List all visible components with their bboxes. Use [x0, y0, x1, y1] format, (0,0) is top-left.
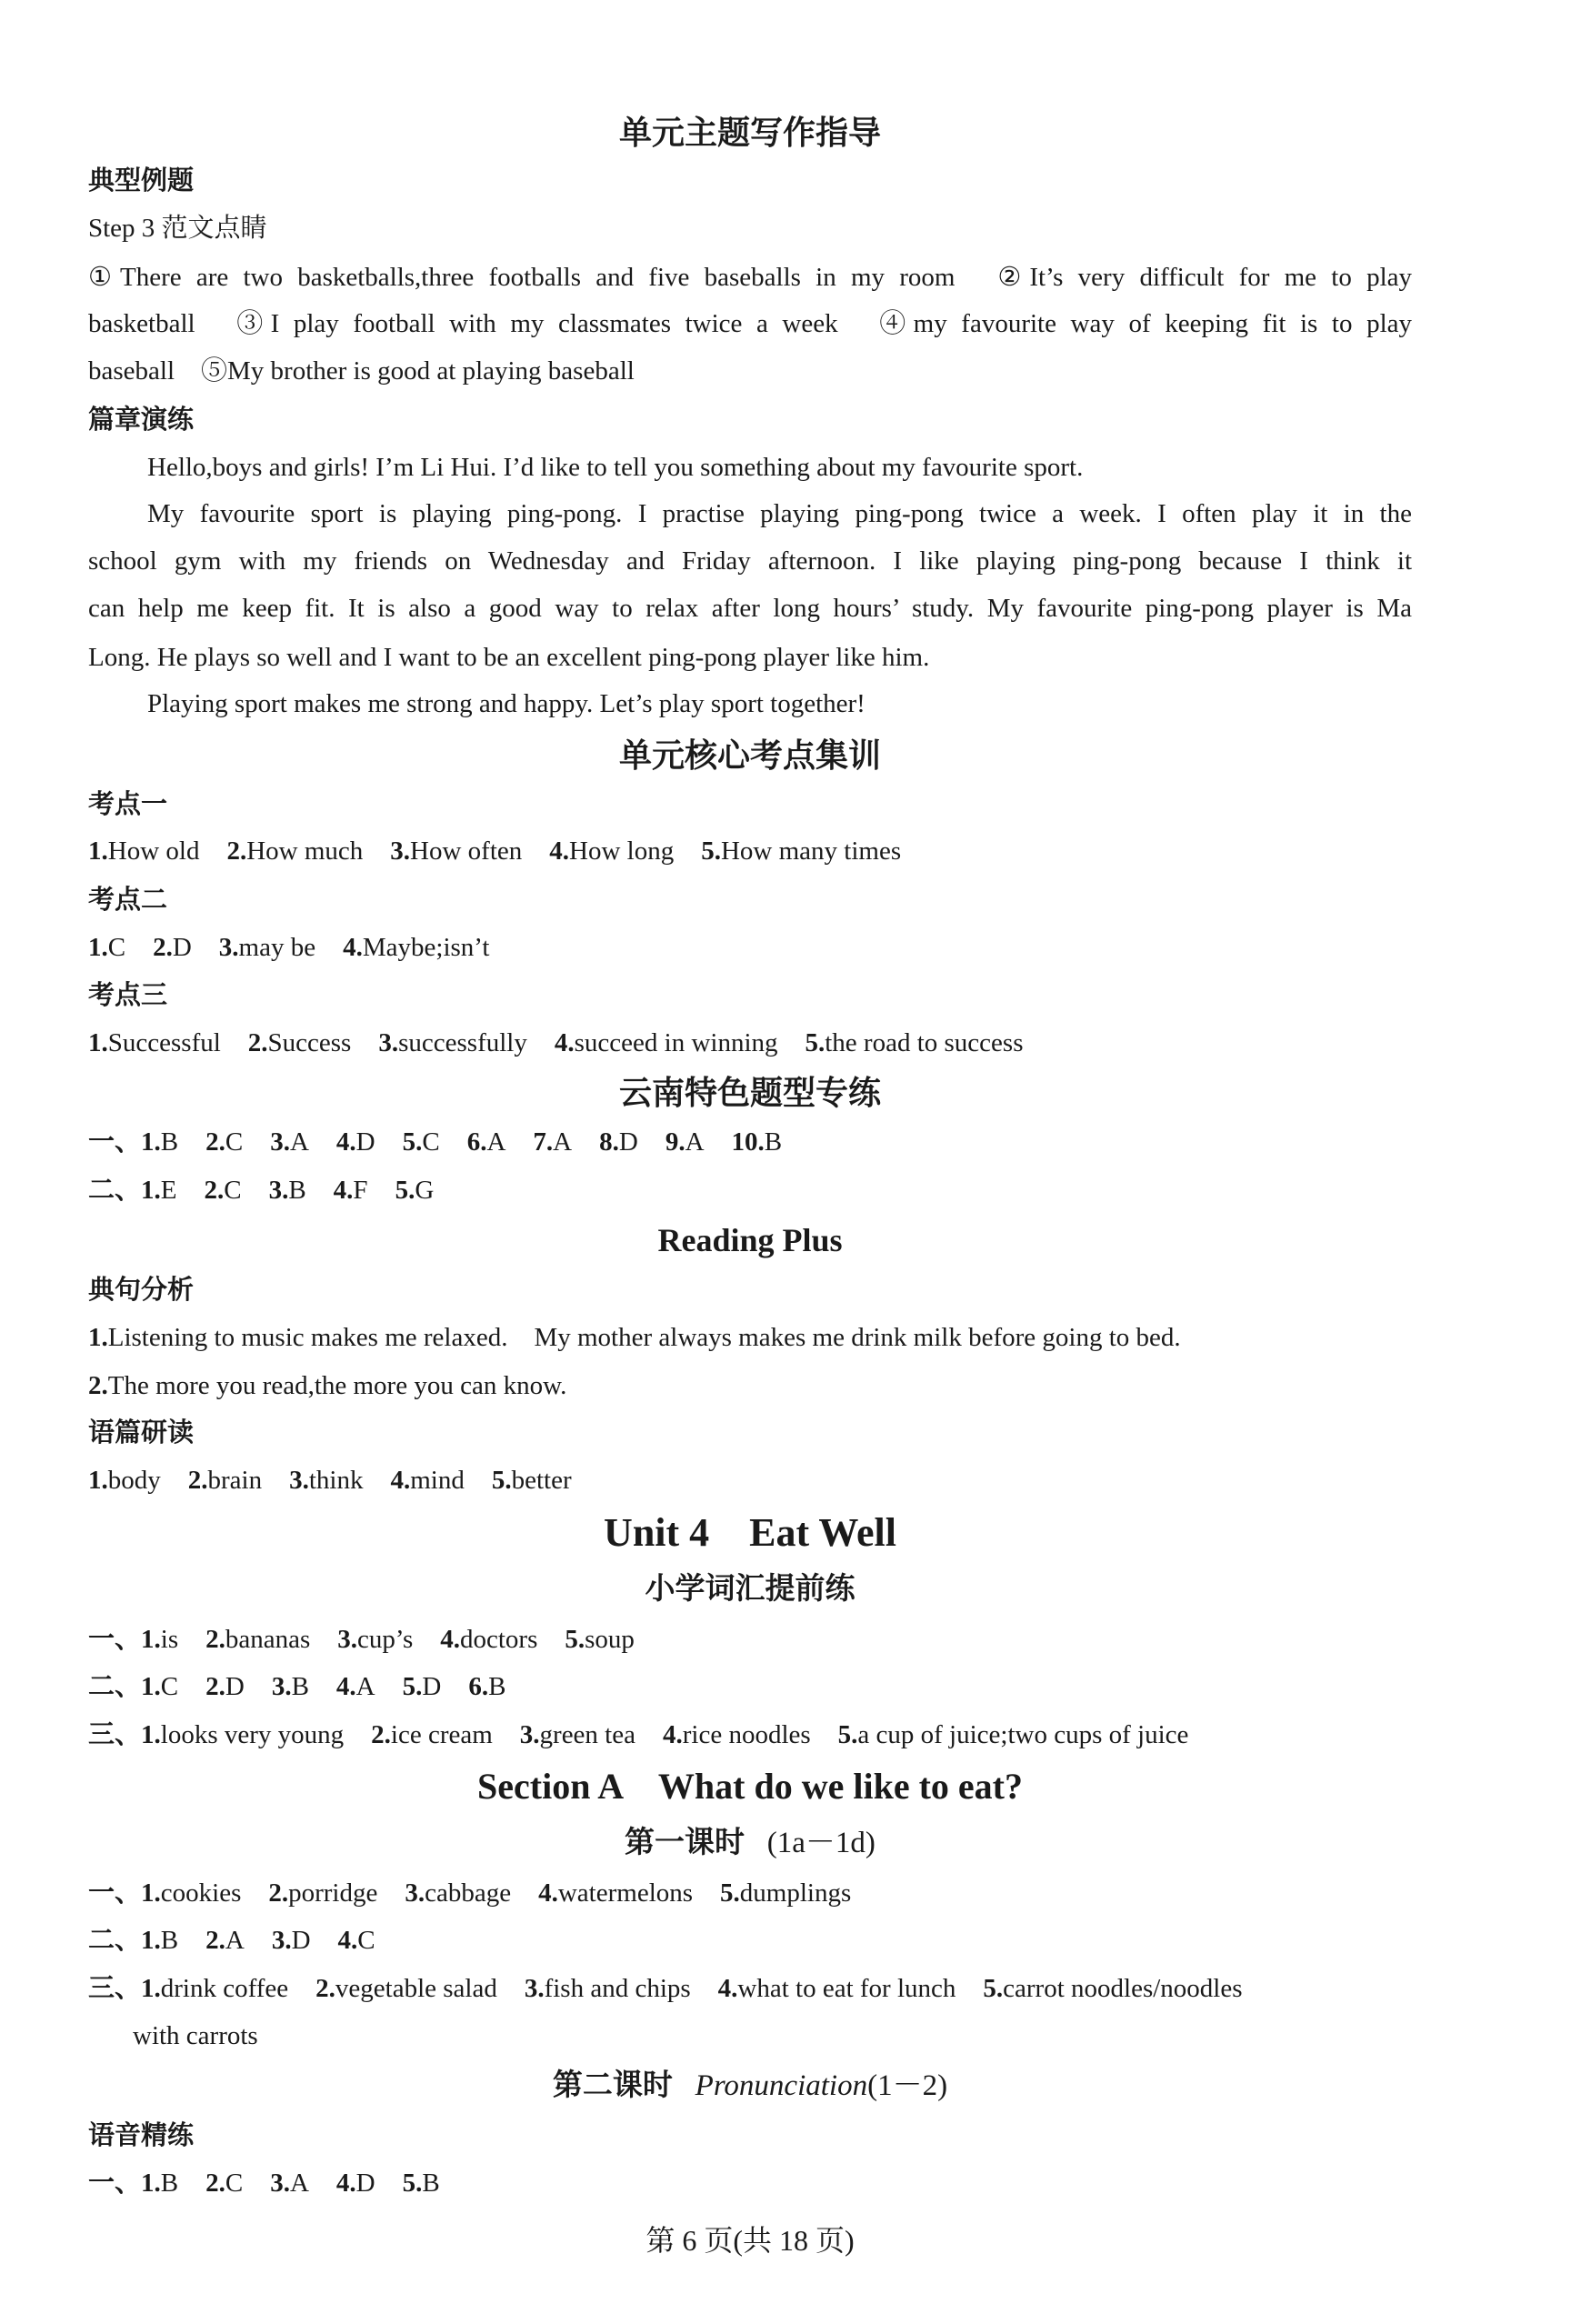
- answer-number: 3.: [289, 1466, 309, 1495]
- answer-number: 2.: [187, 1466, 208, 1495]
- answer-item: [338, 1926, 375, 1955]
- answer-item: [983, 1974, 1242, 2003]
- answer-text: drink coffee: [160, 1974, 289, 2003]
- answer-row: [88, 1366, 1412, 1406]
- answer-text: D: [618, 1127, 638, 1157]
- answer-text: cabbage: [425, 1878, 512, 1908]
- answer-text: B: [764, 1127, 783, 1157]
- answer-number: 2.: [205, 1127, 225, 1157]
- answer-text: porridge: [288, 1878, 378, 1908]
- answer-item: [141, 1176, 176, 1205]
- answer-item: [188, 1466, 262, 1495]
- answer-text: better: [511, 1466, 572, 1495]
- answer-number: 3.: [524, 1974, 545, 2003]
- answer-item: [141, 1127, 178, 1157]
- answer-number: 5.: [402, 2169, 423, 2198]
- answer-number: 2.: [88, 1371, 108, 1400]
- answer-text: watermelons: [557, 1878, 694, 1908]
- answer-item: [334, 1176, 368, 1205]
- answer-item: [153, 933, 192, 962]
- answer-item: [88, 933, 125, 962]
- lesson1-range: (1a－1d): [766, 1827, 876, 1859]
- answer-number: 1.: [88, 1028, 108, 1057]
- question-group-prefix: 一、: [88, 1127, 142, 1157]
- answer-number: 1.: [88, 933, 108, 962]
- answer-text: looks very young: [160, 1720, 345, 1749]
- answer-number: 5.: [565, 1625, 585, 1654]
- answer-row: [88, 1317, 1412, 1357]
- answer-text: D: [172, 933, 192, 962]
- answer-number: 4.: [662, 1720, 683, 1749]
- answer-item: [205, 1926, 245, 1955]
- answer-item: [520, 1720, 635, 1749]
- answer-text: brain: [207, 1466, 263, 1495]
- answer-row: [88, 2163, 1412, 2203]
- point-label: 考点二: [88, 886, 168, 915]
- answer-text: A: [289, 1127, 309, 1157]
- question-group-prefix: 一、: [88, 1625, 142, 1654]
- answer-number: 4.: [717, 1974, 738, 2003]
- answer-item: [88, 1028, 221, 1057]
- answer-text: B: [160, 1127, 179, 1157]
- answer-number: 2.: [153, 933, 173, 962]
- answer-text: B: [160, 2169, 179, 2198]
- answer-number: 3.: [271, 1672, 292, 1701]
- answer-item: [701, 836, 901, 866]
- answer-number: 5.: [805, 1028, 826, 1057]
- answer-number: 5.: [491, 1466, 512, 1495]
- answer-row: [88, 831, 1412, 871]
- answer-text: The more you read,the more you can know.: [107, 1371, 567, 1400]
- point-label: 考点一: [88, 790, 168, 819]
- answer-text: may be: [238, 933, 316, 962]
- answer-text: A: [289, 2169, 309, 2198]
- model-line: basketball ③I play football with my classmates twice a week ④my favourite way of keeping fit is to play: [88, 309, 1412, 338]
- step-label: Step 3 范文点睛: [88, 214, 267, 243]
- answer-text: doctors: [459, 1625, 538, 1654]
- essay-line: Long. He plays so well and I want to be an excellent ping-pong player like him.: [88, 643, 930, 672]
- answer-text: C: [422, 1127, 440, 1157]
- answer-number: 1.: [88, 1323, 108, 1352]
- answer-text: A: [685, 1127, 705, 1157]
- answer-text: body: [107, 1466, 161, 1495]
- answer-text: D: [422, 1672, 442, 1701]
- answer-text: C: [224, 1176, 242, 1205]
- answer-item: [663, 1720, 811, 1749]
- answer-item: [336, 1672, 375, 1701]
- answer-text: vegetable salad: [335, 1974, 497, 2003]
- answer-number: 5.: [837, 1720, 858, 1749]
- answer-item: [141, 1974, 288, 2003]
- answer-number: 4.: [335, 1127, 356, 1157]
- answer-number: 3.: [218, 933, 239, 962]
- answer-text: fish and chips: [544, 1974, 691, 2003]
- answer-item: [555, 1028, 778, 1057]
- essay-line: can help me keep fit. It is also a good way to relax after long hours’ study. My favourite ping-pong player is Ma: [88, 594, 1412, 623]
- answer-number: 2.: [205, 1926, 225, 1955]
- answer-item: [336, 2169, 375, 2198]
- answer-number: 5.: [720, 1878, 740, 1908]
- answer-number: 3.: [268, 1176, 289, 1205]
- answer-item: [440, 1625, 537, 1654]
- answer-item: [141, 1672, 178, 1701]
- answer-text: D: [355, 1127, 375, 1157]
- section-title-writing: 单元主题写作指导: [618, 115, 881, 151]
- answer-number: 1.: [141, 1720, 161, 1749]
- answer-text: A: [355, 1672, 375, 1701]
- answer-row: [88, 1023, 1412, 1063]
- answer-number: 1.: [88, 836, 108, 866]
- lesson2-topic: Pronunciation: [695, 2069, 868, 2102]
- answer-number: 1.: [141, 1127, 161, 1157]
- answer-number: 10.: [731, 1127, 765, 1157]
- answer-row: [88, 927, 1412, 967]
- answer-item: [403, 1127, 440, 1157]
- answer-item: [343, 933, 489, 962]
- answer-item: [289, 1466, 363, 1495]
- answer-text: rice noodles: [682, 1720, 811, 1749]
- answer-text: How much: [246, 836, 364, 866]
- answer-item: [533, 1127, 572, 1157]
- answer-text: ice cream: [390, 1720, 493, 1749]
- answer-text: Successful: [107, 1028, 221, 1057]
- answer-item: [205, 1672, 245, 1701]
- answer-item: [403, 2169, 440, 2198]
- answer-number: 3.: [405, 1878, 425, 1908]
- model-line: baseball ⑤My brother is good at playing baseball: [88, 356, 635, 386]
- answer-text: B: [291, 1672, 309, 1701]
- answer-text: Success: [267, 1028, 352, 1057]
- answer-number: 2.: [315, 1974, 335, 2003]
- answer-number: 2.: [268, 1878, 289, 1908]
- answer-number: 4.: [335, 2169, 356, 2198]
- answer-text: D: [355, 2169, 375, 2198]
- answer-number: 5.: [402, 1672, 423, 1701]
- answer-item: [141, 1720, 344, 1749]
- answer-number: 2.: [205, 1625, 225, 1654]
- answer-text: mind: [410, 1466, 465, 1495]
- answer-text: cup’s: [357, 1625, 414, 1654]
- answer-number: 1.: [88, 1466, 108, 1495]
- answer-number: 3.: [337, 1625, 358, 1654]
- answer-text: D: [291, 1926, 311, 1955]
- answer-item: [395, 1176, 435, 1205]
- answer-text: How long: [569, 836, 675, 866]
- answer-item: [226, 836, 363, 866]
- section-title-yunnan: 云南特色题型专练: [618, 1075, 881, 1111]
- answer-text: How old: [107, 836, 200, 866]
- answer-text: Listening to music makes me relaxed. My mother always makes me drink milk before going to bed.: [107, 1323, 1181, 1352]
- answer-number: 5.: [402, 1127, 423, 1157]
- answer-number: 4.: [343, 933, 363, 962]
- answer-item: [403, 1672, 442, 1701]
- answer-text: C: [225, 1127, 244, 1157]
- answer-item: [732, 1127, 783, 1157]
- lesson1-title: [0, 1821, 1500, 1865]
- question-group-prefix: 二、: [88, 1672, 142, 1701]
- answer-row: [88, 1873, 1412, 1913]
- answer-number: 1.: [141, 1974, 161, 2003]
- answer-number: 3.: [271, 1926, 292, 1955]
- answer-number: 6.: [468, 1672, 489, 1701]
- answer-item: [88, 836, 199, 866]
- answer-item: [268, 1878, 377, 1908]
- answer-number: 4.: [337, 1926, 358, 1955]
- answer-text: carrot noodles/noodles: [1003, 1974, 1243, 2003]
- question-group-prefix: 一、: [88, 1878, 142, 1908]
- answer-item: [141, 1926, 178, 1955]
- answer-item: [405, 1878, 511, 1908]
- answer-number: 1.: [141, 2169, 161, 2198]
- answer-number: 8.: [599, 1127, 619, 1157]
- answer-text: is: [160, 1625, 179, 1654]
- answer-text: bananas: [225, 1625, 311, 1654]
- question-group-prefix: 三、: [88, 1974, 142, 2003]
- answer-number: 1.: [141, 1672, 161, 1701]
- answer-number: 4.: [440, 1625, 460, 1654]
- answer-item: [336, 1127, 375, 1157]
- answer-item: [337, 1625, 413, 1654]
- answer-item: [468, 1672, 505, 1701]
- answer-item: [838, 1720, 1189, 1749]
- subheading-text: 语篇研读: [88, 1418, 195, 1447]
- answer-text: How many times: [720, 836, 902, 866]
- question-group-prefix: 三、: [88, 1720, 142, 1749]
- answer-text: E: [160, 1176, 177, 1205]
- answer-item: [806, 1028, 1024, 1057]
- answer-number: 7.: [533, 1127, 554, 1157]
- answer-item: [205, 1127, 243, 1157]
- subheading-sentence: 典句分析: [88, 1276, 195, 1305]
- answer-text: the road to success: [825, 1028, 1024, 1057]
- subheading-phonetic: 语音精练: [88, 2121, 195, 2150]
- answer-item: [248, 1028, 352, 1057]
- answer-text: cookies: [160, 1878, 242, 1908]
- answer-item: [718, 1974, 956, 2003]
- model-line: ①There are two basketballs,three footballs and five baseballs in my room ②It’s very difficult for me to play: [88, 263, 1412, 292]
- answer-number: 4.: [333, 1176, 354, 1205]
- answer-number: 9.: [665, 1127, 685, 1157]
- answer-item: [720, 1878, 851, 1908]
- answer-number: 3.: [270, 2169, 290, 2198]
- answer-item: [205, 1625, 310, 1654]
- answer-item: [665, 1127, 705, 1157]
- section-a-title: Section A What do we like to eat?: [477, 1766, 1023, 1807]
- answer-continuation: with carrots: [133, 2021, 258, 2050]
- answer-text: a cup of juice;two cups of juice: [857, 1720, 1189, 1749]
- section-title-core: 单元核心考点集训: [618, 737, 881, 774]
- answer-item: [378, 1028, 527, 1057]
- answer-item: [272, 1672, 309, 1701]
- answer-row: [88, 1619, 1412, 1659]
- answer-text: A: [553, 1127, 573, 1157]
- answer-item: [525, 1974, 691, 2003]
- answer-item: [272, 1926, 311, 1955]
- answer-number: 4.: [538, 1878, 558, 1908]
- answer-row: [88, 1122, 1412, 1162]
- answer-number: 4.: [335, 1672, 356, 1701]
- answer-text: A: [225, 1926, 245, 1955]
- answer-item: [467, 1127, 506, 1157]
- answer-number: 1.: [141, 1176, 161, 1205]
- answer-text: succeed in winning: [574, 1028, 778, 1057]
- page-footer: 第 6 页(共 18 页): [645, 2224, 855, 2257]
- question-group-prefix: 二、: [88, 1176, 142, 1205]
- answer-number: 3.: [390, 836, 411, 866]
- answer-item: [315, 1974, 497, 2003]
- essay-line: school gym with my friends on Wednesday and Friday afternoon. I like playing ping-pong because I think it: [88, 546, 1412, 576]
- answer-item: [549, 836, 674, 866]
- answer-item: [141, 1625, 178, 1654]
- lesson1-label: 第一课时: [625, 1827, 745, 1859]
- point-label: 考点三: [88, 981, 168, 1010]
- answer-number: 2.: [247, 1028, 268, 1057]
- answer-item: [492, 1466, 572, 1495]
- answer-number: 4.: [554, 1028, 575, 1057]
- answer-text: soup: [585, 1625, 635, 1654]
- answer-item: [565, 1625, 635, 1654]
- essay-line: My favourite sport is playing ping-pong. I practise playing ping-pong twice a week. I often play it in the: [147, 499, 1412, 528]
- answer-row: [88, 1968, 1412, 2008]
- answer-number: 2.: [371, 1720, 391, 1749]
- answer-number: 5.: [701, 836, 721, 866]
- answer-text: B: [422, 2169, 440, 2198]
- answer-item: [141, 2169, 178, 2198]
- lesson2-label: 第二课时: [552, 2069, 673, 2102]
- answer-row: [88, 1170, 1412, 1210]
- answer-item: [88, 1371, 566, 1400]
- answer-item: [88, 1466, 161, 1495]
- answer-number: 6.: [466, 1127, 487, 1157]
- answer-item: [219, 933, 315, 962]
- answer-number: 3.: [270, 1127, 290, 1157]
- answer-number: 4.: [390, 1466, 411, 1495]
- answer-text: B: [488, 1672, 506, 1701]
- answer-text: successfully: [398, 1028, 527, 1057]
- section-title-reading-plus: Reading Plus: [657, 1222, 843, 1258]
- answer-text: what to eat for lunch: [737, 1974, 956, 2003]
- answer-number: 2.: [205, 2169, 225, 2198]
- answer-item: [270, 2169, 309, 2198]
- answer-text: C: [225, 2169, 244, 2198]
- answer-text: C: [107, 933, 126, 962]
- answer-text: G: [415, 1176, 435, 1205]
- answer-number: 1.: [141, 1878, 161, 1908]
- subheading-practice: 篇章演练: [88, 406, 195, 435]
- answer-text: F: [353, 1176, 368, 1205]
- answer-text: C: [160, 1672, 179, 1701]
- answer-number: 1.: [141, 1926, 161, 1955]
- answer-item: [390, 836, 522, 866]
- unit-title: Unit 4 Eat Well: [604, 1510, 896, 1555]
- answer-number: 2.: [204, 1176, 225, 1205]
- answer-text: D: [225, 1672, 245, 1701]
- answer-row: [88, 1715, 1412, 1755]
- answer-number: 5.: [983, 1974, 1004, 2003]
- answer-item: [390, 1466, 464, 1495]
- lesson2-range: (1－2): [867, 2069, 948, 2102]
- answer-item: [205, 2169, 243, 2198]
- answer-text: dumplings: [739, 1878, 852, 1908]
- answer-number: 5.: [395, 1176, 415, 1205]
- answer-item: [269, 1176, 306, 1205]
- answer-text: B: [160, 1926, 179, 1955]
- answer-text: Maybe;isn’t: [362, 933, 490, 962]
- answer-item: [371, 1720, 493, 1749]
- essay-line: Playing sport makes me strong and happy. Let’s play sport together!: [147, 689, 866, 718]
- answer-number: 3.: [519, 1720, 540, 1749]
- answer-text: C: [357, 1926, 375, 1955]
- question-group-prefix: 二、: [88, 1926, 142, 1955]
- answer-item: [270, 1127, 309, 1157]
- answer-number: 3.: [378, 1028, 399, 1057]
- answer-number: 1.: [141, 1625, 161, 1654]
- subheading-example: 典型例题: [88, 166, 195, 195]
- answer-text: A: [486, 1127, 506, 1157]
- answer-item: [538, 1878, 693, 1908]
- answer-number: 4.: [549, 836, 570, 866]
- answer-text: think: [308, 1466, 364, 1495]
- answer-item: [88, 1323, 1181, 1352]
- answer-item: [141, 1878, 241, 1908]
- answer-row: [88, 1667, 1412, 1707]
- answer-text: green tea: [539, 1720, 635, 1749]
- lesson2-title: [0, 2064, 1500, 2108]
- question-group-prefix: 一、: [88, 2169, 142, 2198]
- vocab-title: 小学词汇提前练: [645, 1573, 856, 1606]
- answer-row: [88, 1920, 1412, 1960]
- answer-row: [88, 1460, 1412, 1500]
- answer-text: How often: [410, 836, 523, 866]
- answer-number: 2.: [226, 836, 247, 866]
- answer-number: 2.: [205, 1672, 225, 1701]
- answer-item: [599, 1127, 638, 1157]
- answer-item: [204, 1176, 241, 1205]
- essay-line: Hello,boys and girls! I’m Li Hui. I’d like to tell you something about my favourite sport.: [147, 453, 1084, 482]
- answer-text: B: [288, 1176, 306, 1205]
